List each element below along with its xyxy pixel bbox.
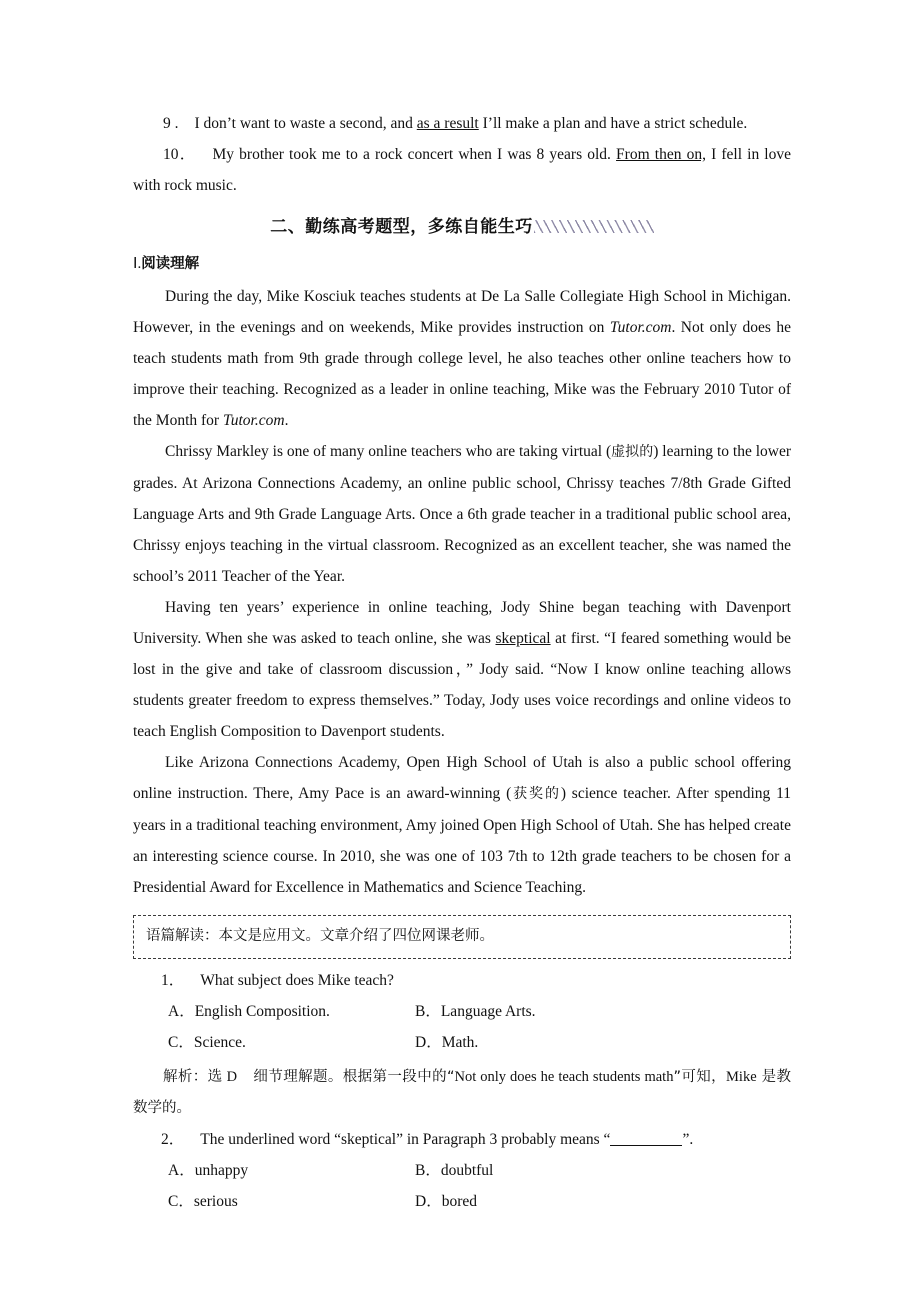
question-2-option-a[interactable] — [133, 1155, 415, 1186]
option-key: D． — [415, 1193, 442, 1210]
option-key: C． — [168, 1193, 194, 1210]
option-text: bored — [441, 1193, 477, 1210]
subsection-separator: . — [137, 256, 142, 272]
question-2-option-c[interactable] — [133, 1186, 415, 1217]
passage-run: . Not only does he teach students math from 9th grade through college level, he also teaches other online teachers how to improve their teaching. Recognized as a leader in online teaching, Mike was the February 2010 Tutor of the Month for — [133, 319, 791, 429]
exercise-item-9 — [133, 108, 791, 139]
passage-paragraph-4 — [133, 747, 791, 903]
exercise-10-number: 10． — [163, 146, 197, 163]
explanation-quote: Not only does he teach students math — [454, 1069, 674, 1085]
exercise-9-text-before: I don’t want to waste a second, and — [194, 115, 417, 132]
exercise-9-number: 9 . — [163, 115, 179, 132]
passage-paragraph-1 — [133, 281, 791, 436]
exercise-9-text-after: I’ll make a plan and have a strict schedule. — [478, 115, 748, 132]
option-text: serious — [193, 1193, 238, 1210]
question-2-text-post: ”. — [682, 1131, 694, 1148]
answer-blank[interactable] — [610, 1132, 682, 1146]
option-key: A． — [168, 1003, 195, 1020]
passage-paragraph-2 — [133, 436, 791, 592]
option-key: B． — [415, 1003, 441, 1020]
option-key: A． — [168, 1162, 195, 1179]
question-1-stem — [133, 965, 791, 996]
passage-run-italic: Tutor.com — [609, 319, 672, 336]
passage-run: at first. “I feared something would be lost in the give and take of classroom discussion，” Jody said. “Now I know online teaching allows students greater freedom to express themselves.” Today, Jody uses voice recordings and online videos to teach English Composition to Davenport students. — [133, 630, 791, 740]
option-key: C． — [168, 1034, 194, 1051]
chinese-gloss: 获奖的 — [511, 786, 561, 802]
explanation-tail-en: Mike — [726, 1069, 757, 1085]
option-text: English Composition. — [194, 1003, 330, 1020]
explanation-prefix: 解析： — [163, 1069, 208, 1085]
question-1-number: 1． — [161, 972, 185, 989]
option-text: Language Arts. — [440, 1003, 536, 1020]
explanation-choice: 选 D — [207, 1069, 238, 1085]
question-1-explanation — [133, 1062, 791, 1124]
explanation-body-2: ”可知， — [673, 1069, 727, 1085]
question-2-option-b[interactable] — [415, 1155, 791, 1186]
option-text: Science. — [193, 1034, 246, 1051]
passage-run: Like Arizona Connections Academy, Open High School of Utah is also a public school offering online instruction. There, Amy Pace is an award-winning ( — [133, 754, 791, 802]
top-spacer — [133, 0, 791, 108]
exercise-10-text-before: My brother took me to a rock concert when I was 8 years old. — [212, 146, 617, 163]
chinese-gloss: 虚拟的 — [611, 444, 654, 460]
passage-run: ) learning to the lower grades. At Arizona Connections Academy, an online public school, Chrissy teaches 7/8th Grade Gifted Language Arts and 9th Grade Language Arts. Once a 6th grade teacher in a traditional public school area, Chrissy enjoys teaching in the virtual classroom. Recognized as an excellent teacher, she was named the school’s 2011 Teacher of the Year. — [133, 443, 792, 585]
question-2-option-d[interactable] — [415, 1186, 791, 1217]
page-content — [133, 0, 791, 1217]
explanation-type: 细节理解题。 — [253, 1069, 343, 1085]
passage-run: . — [284, 412, 289, 429]
passage-run: Having ten years’ experience in online teaching, Jody Shine began teaching with Davenport University. When she was asked to teach online, she was — [133, 599, 791, 647]
question-1-options-row-2 — [133, 1027, 791, 1058]
section-title: 二、勤练高考题型，多练自能生巧 — [270, 217, 533, 237]
passage-run: During the day, Mike Kosciuk teaches students at De La Salle Collegiate High School in Michigan. However, in the evenings and on weekends, Mike provides instruction on — [133, 288, 791, 336]
explanation-tail-cn: 是教数学的。 — [133, 1069, 792, 1116]
question-2-options-row-1 — [133, 1155, 791, 1186]
explanation-body-1: 根据第一段中的“ — [342, 1069, 455, 1085]
question-1-option-b[interactable] — [415, 996, 791, 1027]
passage-analysis-label: 语篇解读： — [146, 928, 219, 944]
underlined-word-skeptical: skeptical — [495, 630, 551, 647]
option-text: Math. — [441, 1034, 479, 1051]
passage-analysis-text: 本文是应用文。文章介绍了四位网课老师。 — [218, 928, 494, 944]
question-2-options-row-2 — [133, 1186, 791, 1217]
question-1-option-c[interactable] — [133, 1027, 415, 1058]
question-2-number: 2． — [161, 1131, 185, 1148]
passage-paragraph-3 — [133, 592, 791, 747]
exercise-9-answer: as a result — [416, 115, 479, 132]
subsection-numeral: Ⅰ — [133, 256, 138, 272]
diagonal-hatch-icon — [534, 220, 654, 233]
passage-analysis-box — [133, 915, 791, 959]
passage-run: Chrissy Markley is one of many online teachers who are taking virtual ( — [165, 443, 612, 460]
option-key: D． — [415, 1034, 442, 1051]
exercise-item-10 — [133, 139, 791, 201]
question-2-text-pre: The underlined word “skeptical” in Paragraph 3 probably means “ — [200, 1131, 611, 1148]
question-2-stem — [133, 1124, 791, 1155]
subsection-heading — [133, 249, 791, 279]
passage-run-italic: Tutor.com — [222, 412, 285, 429]
subsection-label: 阅读理解 — [141, 256, 200, 272]
option-text: unhappy — [194, 1162, 249, 1179]
question-1-options-row-1 — [133, 996, 791, 1027]
passage-run: ) science teacher. After spending 11 years in a traditional teaching environment, Amy joined Open High School of Utah. She has helped create an interesting science course. In 2010, she was one of 103 7th to 12th grade teachers to be chosen for a Presidential Award for Excellence in Mathematics and Science Teaching. — [133, 785, 791, 896]
option-key: B． — [415, 1162, 441, 1179]
question-1-text: What subject does Mike teach? — [200, 972, 394, 989]
question-1-option-d[interactable] — [415, 1027, 791, 1058]
exercise-10-answer: From then on, — [616, 146, 706, 163]
option-text: doubtful — [440, 1162, 494, 1179]
section-banner — [133, 213, 791, 243]
question-1-option-a[interactable] — [133, 996, 415, 1027]
exercise-10-text-after: I fell in love with rock music. — [133, 146, 791, 194]
